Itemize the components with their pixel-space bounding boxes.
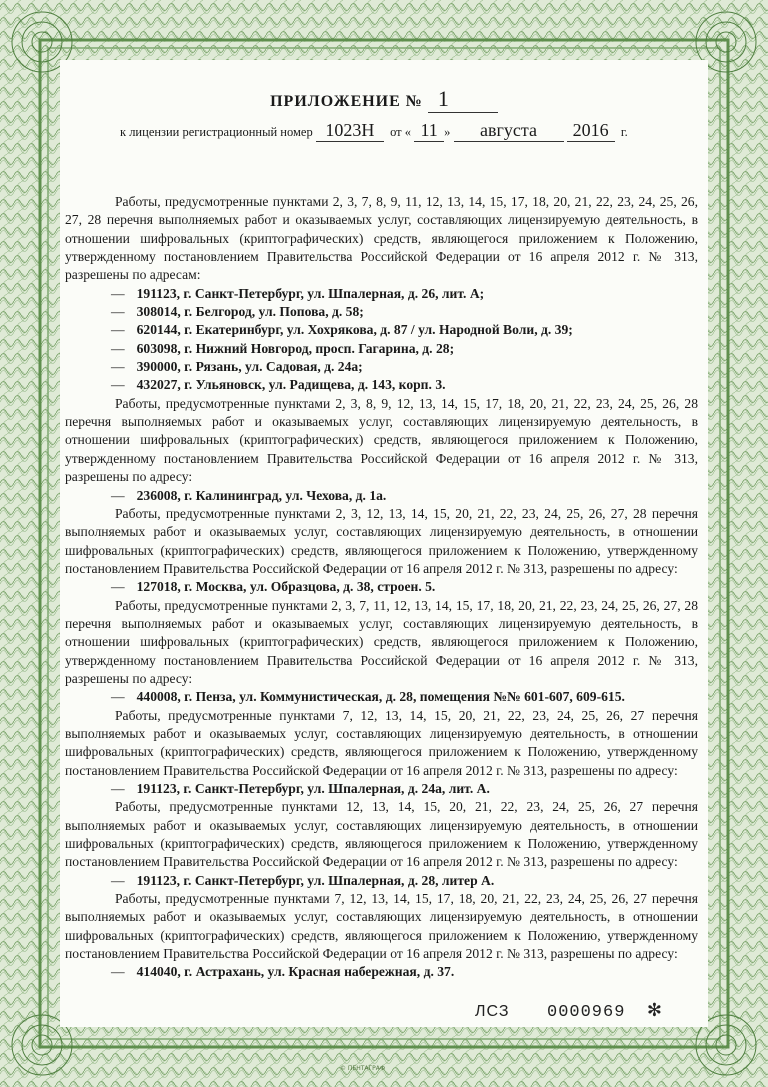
address-line xyxy=(65,358,698,376)
dash-marker: — xyxy=(111,285,125,301)
license-month: августа xyxy=(454,120,564,142)
dash-marker: — xyxy=(111,377,125,393)
dash-marker: — xyxy=(111,340,125,356)
address-text: 440008, г. Пенза, ул. Коммунистическая, д. 28, помещения №№ 601-607, 609-615. xyxy=(136,689,625,705)
work-paragraph: Работы, предусмотренные пунктами 12, 13, 14, 15, 20, 21, 22, 23, 24, 25, 26, 27 перечня выполняемых работ и оказываемых услуг, составляющих лицензируемую деятельность, в отношении шифровальных (криптографических) средств, являющегося приложением к Положению, утвержденному постановлением Правительства Российской Федерации от 16 апреля 2012 г. № 313, разрешены по адресу: xyxy=(65,799,698,870)
address-text: 236008, г. Калининград, ул. Чехова, д. 1а. xyxy=(136,487,387,503)
license-day: 11 xyxy=(414,120,444,142)
dash-marker: — xyxy=(111,304,125,320)
dash-marker: — xyxy=(111,487,125,503)
address-text: 432027, г. Ульяновск, ул. Радищева, д. 143, корп. 3. xyxy=(136,377,446,393)
address-text: 191123, г. Санкт-Петербург, ул. Шпалерная, д. 26, лит. А; xyxy=(136,285,485,301)
dash-marker: — xyxy=(111,579,125,595)
address-line xyxy=(65,303,698,321)
address-line xyxy=(65,688,698,706)
snowflake-icon: ✻ xyxy=(646,1000,663,1020)
address-line xyxy=(65,376,698,394)
address-text: 308014, г. Белгород, ул. Попова, д. 58; xyxy=(136,304,364,320)
address-text: 620144, г. Екатеринбург, ул. Хохрякова, д. 87 / ул. Народной Воли, д. 39; xyxy=(136,322,573,338)
address-text: 191123, г. Санкт-Петербург, ул. Шпалерная, д. 28, литер А. xyxy=(136,872,495,888)
address-text: 414040, г. Астрахань, ул. Красная набережная, д. 37. xyxy=(136,964,455,980)
address-line xyxy=(65,963,698,981)
work-paragraph: Работы, предусмотренные пунктами 2, 3, 7, 8, 9, 11, 12, 13, 14, 15, 17, 18, 20, 21, 22, 23, 24, 25, 26, 27, 28 перечня выполняемых работ и оказываемых услуг, составляющих лицензируемую деятельность, в отношении шифровальных (криптографических) средств, являющегося приложением к Положению, утвержденному постановлением Правительства Российской Федерации от 16 апреля 2012 г. № 313, разрешены по адресам: xyxy=(65,194,698,283)
dash-marker: — xyxy=(111,872,125,888)
dash-marker: — xyxy=(111,689,125,705)
address-line xyxy=(65,780,698,798)
license-year: 2016 xyxy=(567,120,615,142)
work-paragraph: Работы, предусмотренные пунктами 2, 3, 8, 9, 12, 13, 14, 15, 17, 18, 20, 21, 22, 23, 24, 25, 26, 28 перечня выполняемых работ и оказываемых услуг, составляющих лицензируемую деятельность, в отношении шифровальных (криптографических) средств, являющегося приложением к Положению, утвержденному постановлением Правительства Российской Федерации от 16 апреля 2012 г. № 313, разрешены по адресу: xyxy=(65,395,698,485)
work-paragraph: Работы, предусмотренные пунктами 7, 12, 13, 14, 15, 17, 18, 20, 21, 22, 23, 24, 25, 26, 27 перечня выполняемых работ и оказываемых услуг, составляющих лицензируемую деятельность, в отношении шифровальных (криптографических) средств, являющегося приложением к Положению, утвержденному постановлением Правительства Российской Федерации от 16 апреля 2012 г. № 313, разрешены по адресу: xyxy=(65,891,698,962)
address-line xyxy=(65,872,698,890)
license-number: 1023Н xyxy=(316,120,384,142)
address-line xyxy=(65,321,698,339)
appendix-number: 1 xyxy=(428,86,498,113)
form-serial xyxy=(475,1000,663,1022)
work-paragraph: Работы, предусмотренные пунктами 7, 12, 13, 14, 15, 20, 21, 22, 23, 24, 25, 26, 27 перечня выполняемых работ и оказываемых услуг, составляющих лицензируемую деятельность, в отношении шифровальных (криптографических) средств, являющегося приложением к Положению, утвержденному постановлением Правительства Российской Федерации от 16 апреля 2012 г. № 313, разрешены по адресу: xyxy=(65,707,698,778)
dash-marker: — xyxy=(111,781,125,796)
dash-marker: — xyxy=(111,964,125,980)
work-paragraph: Работы, предусмотренные пунктами 2, 3, 12, 13, 14, 15, 20, 21, 22, 23, 24, 25, 26, 27, 28 перечня выполняемых работ и оказываемых услуг, составляющих лицензируемую деятельность, в отношении шифровальных (криптографических) средств, являющегося приложением к Положению, утвержденному постановлением Правительства Российской Федерации от 16 апреля 2012 г. № 313, разрешены по адресу: xyxy=(65,505,698,576)
address-text: 191123, г. Санкт-Петербург, ул. Шпалерная, д. 24а, лит. А. xyxy=(136,781,490,796)
license-reference: к лицензии регистрационный номер 1023Н от « 11 » августа 2016 г. xyxy=(120,120,628,140)
work-paragraph: Работы, предусмотренные пунктами 2, 3, 7, 11, 12, 13, 14, 15, 17, 18, 20, 21, 22, 23, 24, 25, 26, 27, 28 перечня выполняемых работ и оказываемых услуг, составляющих лицензируемую деятельность, в отношении шифровальных (криптографических) средств, являющегося приложением к Положению, утвержденному постановлением Правительства Российской Федерации от 16 апреля 2012 г. № 313, разрешены по адресу: xyxy=(65,597,698,686)
appendix-title: ПРИЛОЖЕНИЕ № 1 xyxy=(0,86,768,113)
dash-marker: — xyxy=(111,322,125,338)
address-line xyxy=(65,578,698,596)
address-text: 127018, г. Москва, ул. Образцова, д. 38, строен. 5. xyxy=(136,579,436,595)
printer-mark: © ПЕНТАГРАФ xyxy=(340,1065,386,1072)
address-text: 603098, г. Нижний Новгород, просп. Гагарина, д. 28; xyxy=(136,340,455,356)
serial-number: 0000969 xyxy=(547,1003,626,1022)
series-code: ЛСЗ xyxy=(475,1003,510,1020)
address-text: 390000, г. Рязань, ул. Садовая, д. 24а; xyxy=(136,359,363,375)
document-body xyxy=(65,193,698,982)
dash-marker: — xyxy=(111,359,125,375)
address-line xyxy=(65,487,698,505)
address-line xyxy=(65,340,698,358)
address-line xyxy=(65,285,698,303)
